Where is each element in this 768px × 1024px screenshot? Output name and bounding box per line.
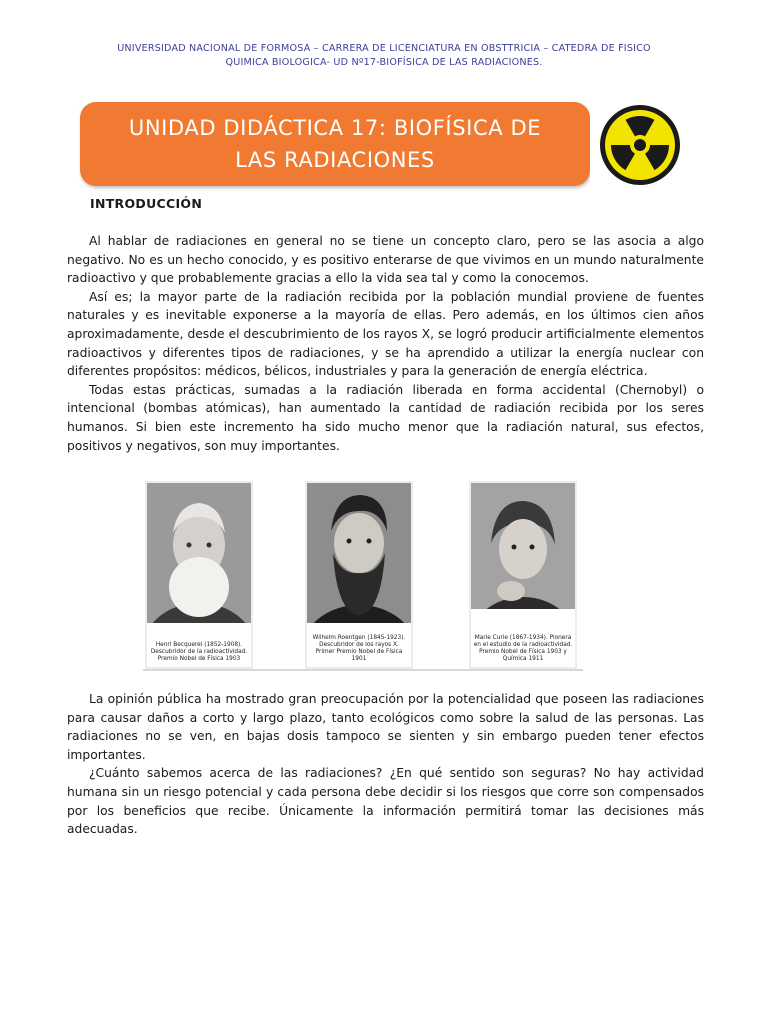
intro-paragraph-2: Así es; la mayor parte de la radiación recibida por la población mundial proviene de fuentes naturales y es inevitable exponerse a la mayoría de ellas. Pero además, en los últimos cien años aproximadamente, desde el descubrimiento de los rayos X, se logró producir artificialmente elementos radioactivos y diferentes tipos de radiaciones, y se ha aprendido a utilizar la energía nuclear con diferentes propósitos: médicos, bélicos, industriales y para la generación de energía eléctrica.	[67, 289, 704, 379]
body-paragraph-1: La opinión pública ha mostrado gran preocupación por la potencialidad que poseen las radiaciones para causar daños a corto y largo plazo, tanto ecológicos como sobre la salud de las personas. Las radiaciones no se ven, en bajas dosis tampoco se sienten y sin embargo pueden tener efectos importantes.	[67, 692, 704, 762]
intro-paragraph-3: Todas estas prácticas, sumadas a la radiación liberada en forma accidental (Chernobyl) o intencional (bombas atómicas), han aumentado la cantidad de radiación recibida por los seres humanos. Si bien este incremento ha sido mucho menor que la radiación natural, sus efectos, positivos y negativos, son muy importantes.	[67, 382, 704, 453]
radiation-hazard-icon	[590, 100, 690, 190]
header-line-1: UNIVERSIDAD NACIONAL DE FORMOSA – CARRERA DE LICENCIATURA EN OBSTTRICIA – CATEDRA DE FISICO	[117, 43, 651, 54]
unit-title-banner	[80, 102, 590, 186]
photo-strip-baseline	[143, 669, 583, 671]
curie-photo	[469, 481, 577, 669]
scientists-photo-strip	[143, 481, 583, 673]
body-text	[67, 690, 704, 839]
becquerel-caption: Henri Becquerel (1852-1908). Descubridor de la radioactividad. Premio Nobel de Física 1903	[150, 642, 248, 662]
intro-text	[67, 232, 704, 455]
roentgen-photo	[305, 481, 413, 669]
section-title-introduccion: INTRODUCCIÓN	[90, 196, 203, 211]
roentgen-caption: Wilhelm Roentgen (1845-1923). Descubridor de los rayos X. Primer Premio Nobel de Física 1901	[312, 635, 406, 662]
unit-title	[80, 112, 590, 176]
becquerel-photo	[145, 481, 253, 669]
unit-title-line-2: LAS RADIACIONES	[235, 148, 435, 172]
document-header	[60, 42, 708, 70]
body-paragraph-2: ¿Cuánto sabemos acerca de las radiaciones? ¿En qué sentido son seguras? No hay actividad humana sin un riesgo potencial y cada persona debe decidir si los riesgos que corre son compensados por los beneficios que recibe. Únicamente la información permitirá tomar las decisiones más adecuadas.	[67, 766, 704, 837]
becquerel-portrait-image	[147, 483, 251, 667]
intro-paragraph-1: Al hablar de radiaciones en general no se tiene un concepto claro, pero se las asocia a algo negativo. No es un hecho conocido, y es positivo enterarse de que vivimos en un mundo naturalmente radioactivo y que probablemente gracias a ello la vida sea tal y como la conocemos.	[67, 234, 704, 286]
curie-caption: Marie Curie (1867-1934). Pionera en el estudio de la radioactividad. Premio Nobel de Física 1903 y Química 1911	[473, 635, 573, 662]
unit-title-line-1: UNIDAD DIDÁCTICA 17: BIOFÍSICA DE	[128, 116, 542, 140]
header-line-2: QUIMICA BIOLOGICA- UD Nº17-BIOFÍSICA DE LAS RADIACIONES.	[225, 57, 543, 68]
